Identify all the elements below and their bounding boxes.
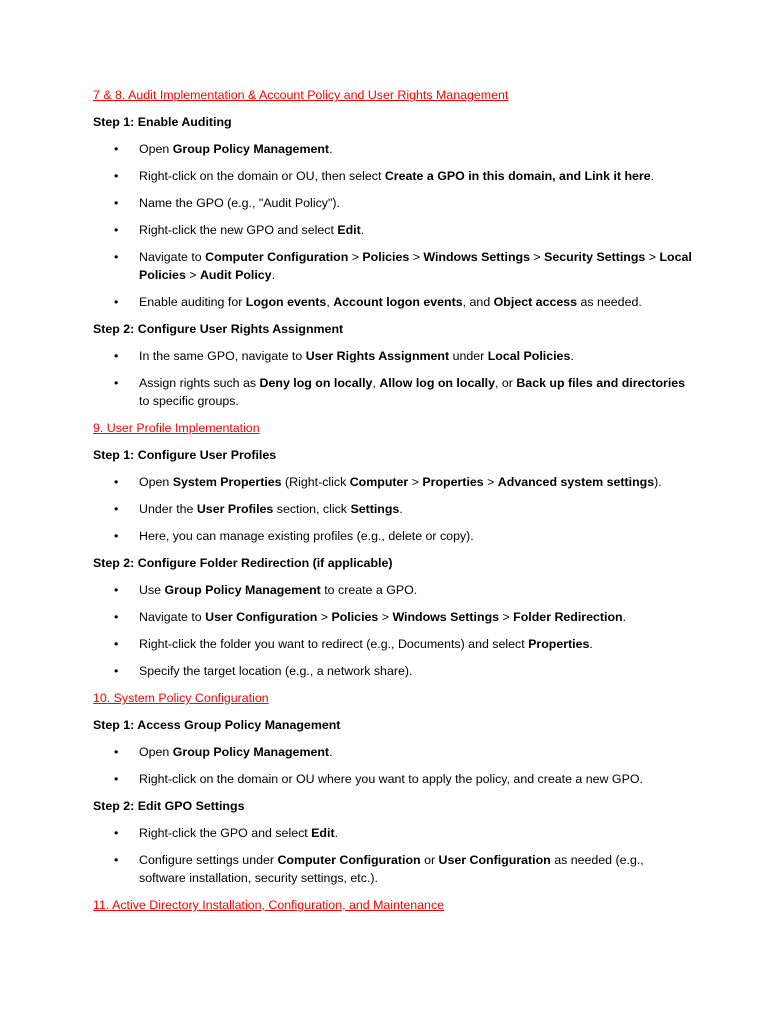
text-run: Configure settings under bbox=[139, 853, 278, 867]
text-run: Right-click on the domain or OU where you want to apply the policy, and create a new GPO. bbox=[139, 772, 643, 786]
text-run: , and bbox=[462, 295, 494, 309]
bullet-list bbox=[93, 347, 693, 410]
list-item bbox=[93, 347, 693, 365]
list-item bbox=[93, 635, 693, 653]
text-run: . bbox=[589, 637, 593, 651]
bold-term: Local Policies bbox=[487, 349, 571, 363]
bold-term: System Properties bbox=[172, 475, 282, 489]
text-run: > bbox=[348, 250, 363, 264]
text-run: > bbox=[645, 250, 660, 264]
bullet-icon: • bbox=[114, 772, 119, 786]
section-heading: 10. System Policy Configuration bbox=[93, 691, 269, 705]
text-run: section, click bbox=[273, 502, 351, 516]
list-item bbox=[93, 500, 693, 518]
text-run: > bbox=[499, 610, 514, 624]
bold-term: Properties bbox=[422, 475, 484, 489]
bold-term: Policies bbox=[362, 250, 410, 264]
step-title: Step 1: Access Group Policy Management bbox=[93, 718, 341, 732]
bold-term: Security Settings bbox=[544, 250, 646, 264]
text-run: Navigate to bbox=[139, 250, 206, 264]
text-run: , bbox=[372, 376, 380, 390]
text-run: Name the GPO (e.g., "Audit Policy"). bbox=[139, 196, 340, 210]
text-run: Enable auditing for bbox=[139, 295, 246, 309]
list-item bbox=[93, 293, 693, 311]
text-run: Specify the target location (e.g., a network share). bbox=[139, 664, 413, 678]
list-item bbox=[93, 608, 693, 626]
bold-term: Windows Settings bbox=[392, 610, 500, 624]
bold-term: Computer Configuration bbox=[205, 250, 349, 264]
bold-term: Group Policy Management bbox=[172, 745, 330, 759]
bullet-list bbox=[93, 824, 693, 887]
bold-term: Settings bbox=[350, 502, 400, 516]
text-run: . bbox=[329, 142, 333, 156]
bullet-icon: • bbox=[114, 295, 119, 309]
text-run: , bbox=[326, 295, 334, 309]
bold-term: Back up files and directories bbox=[516, 376, 686, 390]
text-run: > bbox=[408, 475, 423, 489]
section-heading: 9. User Profile Implementation bbox=[93, 421, 260, 435]
text-run: to specific groups. bbox=[139, 394, 239, 408]
bold-term: Edit bbox=[311, 826, 335, 840]
bold-term: Windows Settings bbox=[423, 250, 530, 264]
list-item bbox=[93, 662, 693, 680]
bold-term: Folder Redirection bbox=[513, 610, 623, 624]
bold-term: User Profiles bbox=[196, 502, 274, 516]
bullet-icon: • bbox=[114, 376, 119, 390]
text-run: In the same GPO, navigate to bbox=[139, 349, 306, 363]
bullet-icon: • bbox=[114, 529, 119, 543]
bold-term: Edit bbox=[337, 223, 361, 237]
bold-term: Account logon events bbox=[333, 295, 463, 309]
bullet-icon: • bbox=[114, 250, 119, 264]
bold-term: Audit Policy bbox=[199, 268, 272, 282]
bold-term: Logon events bbox=[245, 295, 327, 309]
text-run: > bbox=[185, 268, 200, 282]
text-run: . bbox=[570, 349, 574, 363]
text-run: Navigate to bbox=[139, 610, 206, 624]
list-item bbox=[93, 824, 693, 842]
text-run: > bbox=[378, 610, 393, 624]
text-run: to create a GPO. bbox=[320, 583, 418, 597]
text-run: ). bbox=[654, 475, 662, 489]
text-run: . bbox=[650, 169, 655, 183]
text-run: as needed. bbox=[577, 295, 642, 309]
text-run: Right-click the folder you want to redirect (e.g., Documents) and select bbox=[139, 637, 529, 651]
bullet-icon: • bbox=[114, 196, 119, 210]
bullet-icon: • bbox=[114, 475, 119, 489]
list-item bbox=[93, 248, 693, 284]
bold-term: Local Policies bbox=[139, 250, 692, 282]
text-run: (Right-click bbox=[281, 475, 350, 489]
list-item bbox=[93, 140, 693, 158]
list-item bbox=[93, 527, 693, 545]
section-heading: 11. Active Directory Installation, Configuration, and Maintenance bbox=[93, 898, 445, 912]
step-title: Step 1: Enable Auditing bbox=[93, 115, 232, 129]
text-run: Assign rights such as bbox=[139, 376, 260, 390]
bold-term: Group Policy Management bbox=[172, 142, 330, 156]
bullet-icon: • bbox=[114, 142, 119, 156]
document-content bbox=[93, 86, 693, 923]
text-run: > bbox=[317, 610, 332, 624]
bold-term: Deny log on locally bbox=[259, 376, 373, 390]
bullet-icon: • bbox=[114, 610, 119, 624]
bold-term: Computer bbox=[349, 475, 409, 489]
bold-term: Allow log on locally bbox=[379, 376, 495, 390]
bullet-icon: • bbox=[114, 637, 119, 651]
bullet-icon: • bbox=[114, 826, 119, 840]
bullet-icon: • bbox=[114, 349, 119, 363]
bold-term: Advanced system settings bbox=[497, 475, 655, 489]
text-run: under bbox=[449, 349, 488, 363]
text-run: . bbox=[360, 223, 365, 237]
bold-term: Computer Configuration bbox=[277, 853, 421, 867]
text-run: . bbox=[622, 610, 627, 624]
step-title: Step 1: Configure User Profiles bbox=[93, 448, 277, 462]
text-run: Open bbox=[139, 745, 173, 759]
bullet-list bbox=[93, 581, 693, 680]
bold-term: Policies bbox=[331, 610, 379, 624]
text-run: Right-click the GPO and select bbox=[139, 826, 312, 840]
bold-term: User Configuration bbox=[438, 853, 551, 867]
step-title: Step 2: Configure Folder Redirection (if applicable) bbox=[93, 556, 393, 570]
text-run: or bbox=[420, 853, 439, 867]
bullet-icon: • bbox=[114, 583, 119, 597]
bullet-icon: • bbox=[114, 502, 119, 516]
list-item bbox=[93, 194, 693, 212]
list-item bbox=[93, 581, 693, 599]
bold-term: Properties bbox=[528, 637, 590, 651]
list-item bbox=[93, 851, 693, 887]
list-item bbox=[93, 473, 693, 491]
list-item bbox=[93, 221, 693, 239]
text-run: Right-click on the domain or OU, then select bbox=[139, 169, 385, 183]
text-run: Open bbox=[139, 475, 173, 489]
text-run: Under the bbox=[139, 502, 197, 516]
text-run: . bbox=[271, 268, 276, 282]
text-run: . bbox=[329, 745, 333, 759]
list-item bbox=[93, 167, 693, 185]
list-item bbox=[93, 743, 693, 761]
text-run: as needed (e.g., software installation, security settings, etc.). bbox=[139, 853, 644, 885]
text-run: Open bbox=[139, 142, 173, 156]
list-item bbox=[93, 770, 693, 788]
bullet-list bbox=[93, 743, 693, 788]
bullet-list bbox=[93, 140, 693, 311]
step-title: Step 2: Configure User Rights Assignment bbox=[93, 322, 344, 336]
text-run: . bbox=[334, 826, 339, 840]
bold-term: Create a GPO in this domain, and Link it here bbox=[384, 169, 651, 183]
text-run: > bbox=[483, 475, 498, 489]
bullet-icon: • bbox=[114, 853, 119, 867]
text-run: Use bbox=[139, 583, 165, 597]
section-heading: 7 & 8. Audit Implementation & Account Policy and User Rights Management bbox=[93, 88, 509, 102]
bullet-icon: • bbox=[114, 745, 119, 759]
text-run: , or bbox=[495, 376, 517, 390]
list-item bbox=[93, 374, 693, 410]
text-run: Right-click the new GPO and select bbox=[139, 223, 338, 237]
text-run: > bbox=[529, 250, 545, 264]
bold-term: Object access bbox=[493, 295, 578, 309]
bullet-icon: • bbox=[114, 169, 119, 183]
bold-term: User Configuration bbox=[205, 610, 318, 624]
text-run: . bbox=[399, 502, 403, 516]
bullet-list bbox=[93, 473, 693, 545]
text-run: Here, you can manage existing profiles (e.g., delete or copy). bbox=[139, 529, 474, 543]
bullet-icon: • bbox=[114, 664, 119, 678]
text-run: > bbox=[409, 250, 424, 264]
step-title: Step 2: Edit GPO Settings bbox=[93, 799, 245, 813]
bold-term: Group Policy Management bbox=[164, 583, 321, 597]
bold-term: User Rights Assignment bbox=[305, 349, 450, 363]
bullet-icon: • bbox=[114, 223, 119, 237]
